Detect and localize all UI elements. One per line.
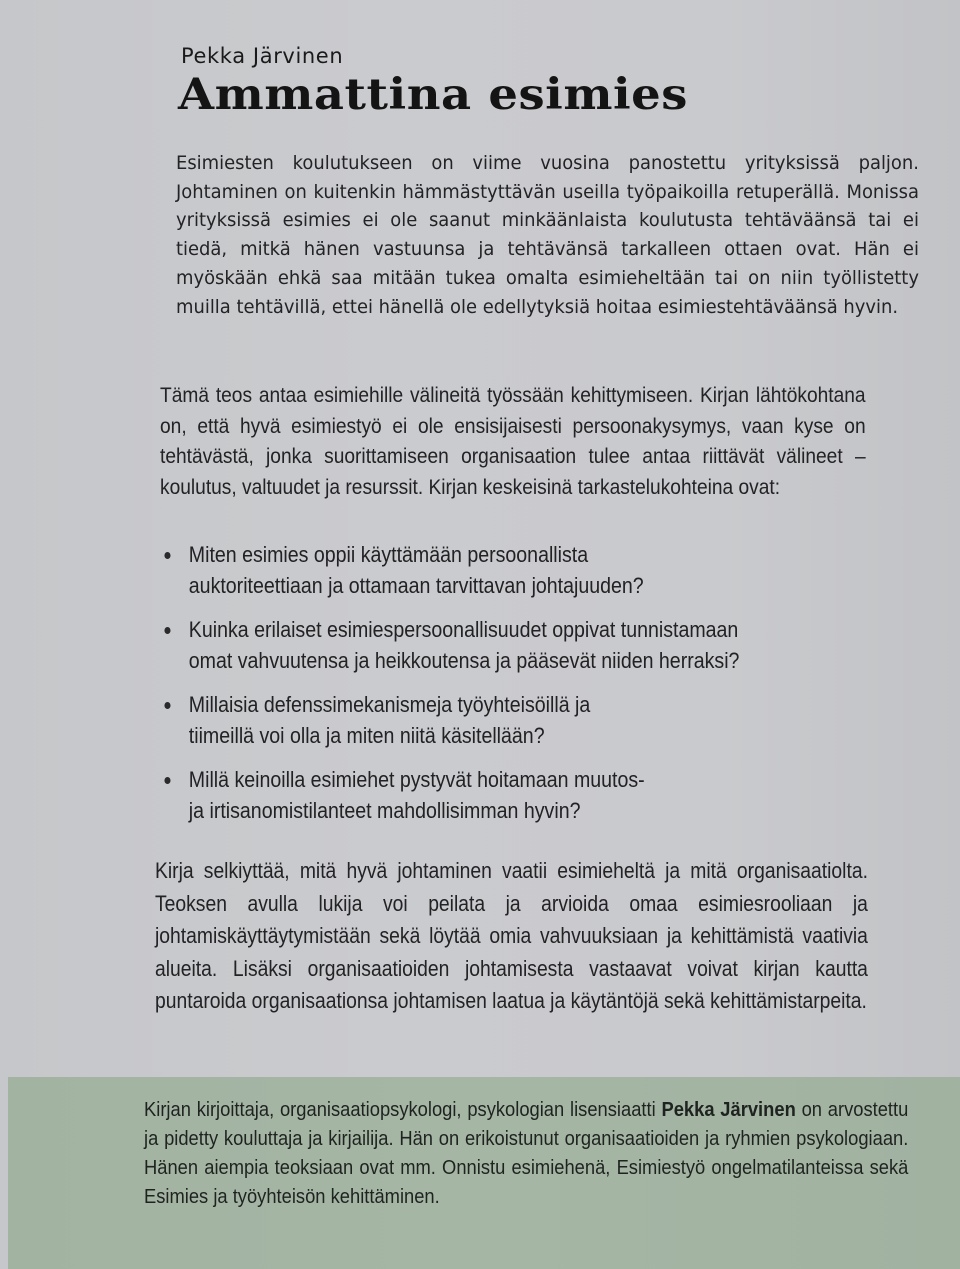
purpose-paragraph: Tämä teos antaa esimiehille välineitä työssään kehittymiseen. Kirjan lähtökohtana on, että hyvä esimiestyö ei ole ensisijaisesti persoonakysymys, vaan kyse on tehtävästä, jonka suorittamiseen organisaation tulee antaa riittävät välineet – koulutus, valtuudet ja resurssit. Kirjan keskeisinä tarkastelukohteina ovat:	[160, 383, 866, 499]
topic-line-1: Kuinka erilaiset esimiespersoonallisuudet oppivat tunnistamaan	[188, 617, 739, 642]
bullet-icon	[164, 777, 170, 784]
topic-line-1: Miten esimies oppii käyttämään persoonallista	[188, 542, 589, 567]
topic-line-1: Millä keinoilla esimiehet pystyvät hoitamaan muutos-	[188, 767, 645, 792]
book-title: Ammattina esimies	[178, 70, 688, 120]
intro-paragraph: Esimiesten koulutukseen on viime vuosina panostettu yrityksissä paljon. Johtaminen on kuitenkin hämmästyttävän useilla työpaikoilla retuperällä. Monissa yrityksissä esimies ei ole saanut minkäänlaista koulutusta tehtäväänsä tai ei tiedä, mitkä hänen vastuunsa ja tehtävänsä tarkalleen ottaen ovat. Hän ei myöskään ehkä saa mitään tukea omalta esimieheltään tai on niin työllistetty muilla tehtävillä, ettei hänellä ole edellytyksiä hoitaa esimiestehtäväänsä hyvin.	[176, 153, 919, 318]
topic-line-2: omat vahvuutensa ja heikkoutensa ja pääsevät niiden herraksi?	[188, 647, 740, 673]
bullet-icon	[164, 702, 170, 709]
topic-line-2: auktoriteettiaan ja ottamaan tarvittavan johtajuuden?	[188, 572, 644, 598]
author-name: Pekka Järvinen	[181, 44, 344, 68]
topic-line-2: ja irtisanomistilanteet mahdollisimman hyvin?	[188, 797, 581, 823]
bullet-icon	[164, 552, 170, 559]
bullet-icon	[164, 627, 170, 634]
author-bio	[144, 1096, 908, 1212]
topic-item	[154, 690, 850, 751]
conclusion-paragraph: Kirja selkiyttää, mitä hyvä johtaminen vaatii esimieheltä ja mitä organisaatiolta. Teoksen avulla lukija voi peilata ja arvioida omaa esimiesrooliaan ja johtamiskäyttäytymistään sekä löytää omia vahvuuksiaan ja kehittämistä vaativia alueita. Lisäksi organisaatioiden johtamisesta vastaavat voivat kirjan kautta puntaroida organisaationsa johtamisen laatua ja käytäntöjä sekä kehittämistarpeita.	[155, 858, 868, 1013]
bio-intro: Kirjan kirjoittaja, organisaatiopsykologi, psykologian lisensiaatti	[144, 1098, 662, 1121]
bio-author-name: Pekka Järvinen	[661, 1098, 796, 1121]
topic-item	[154, 765, 850, 826]
topics-list	[154, 540, 954, 840]
topic-item	[154, 615, 850, 676]
topic-line-1: Millaisia defenssimekanismeja työyhteisöillä ja	[188, 692, 591, 717]
topic-item	[154, 540, 850, 601]
topic-line-2: tiimeillä voi olla ja miten niitä käsitellään?	[188, 722, 545, 748]
bio-rest: on arvostettu ja pidetty kouluttaja ja kirjailija. Hän on erikoistunut organisaatioiden ja ryhmien psykologiaan. Hänen aiempia teoksiaan ovat mm. Onnistu esimiehenä, Esimiestyö ongelmatilanteissa sekä Esimies ja työyhteisön kehittäminen.	[144, 1098, 909, 1208]
